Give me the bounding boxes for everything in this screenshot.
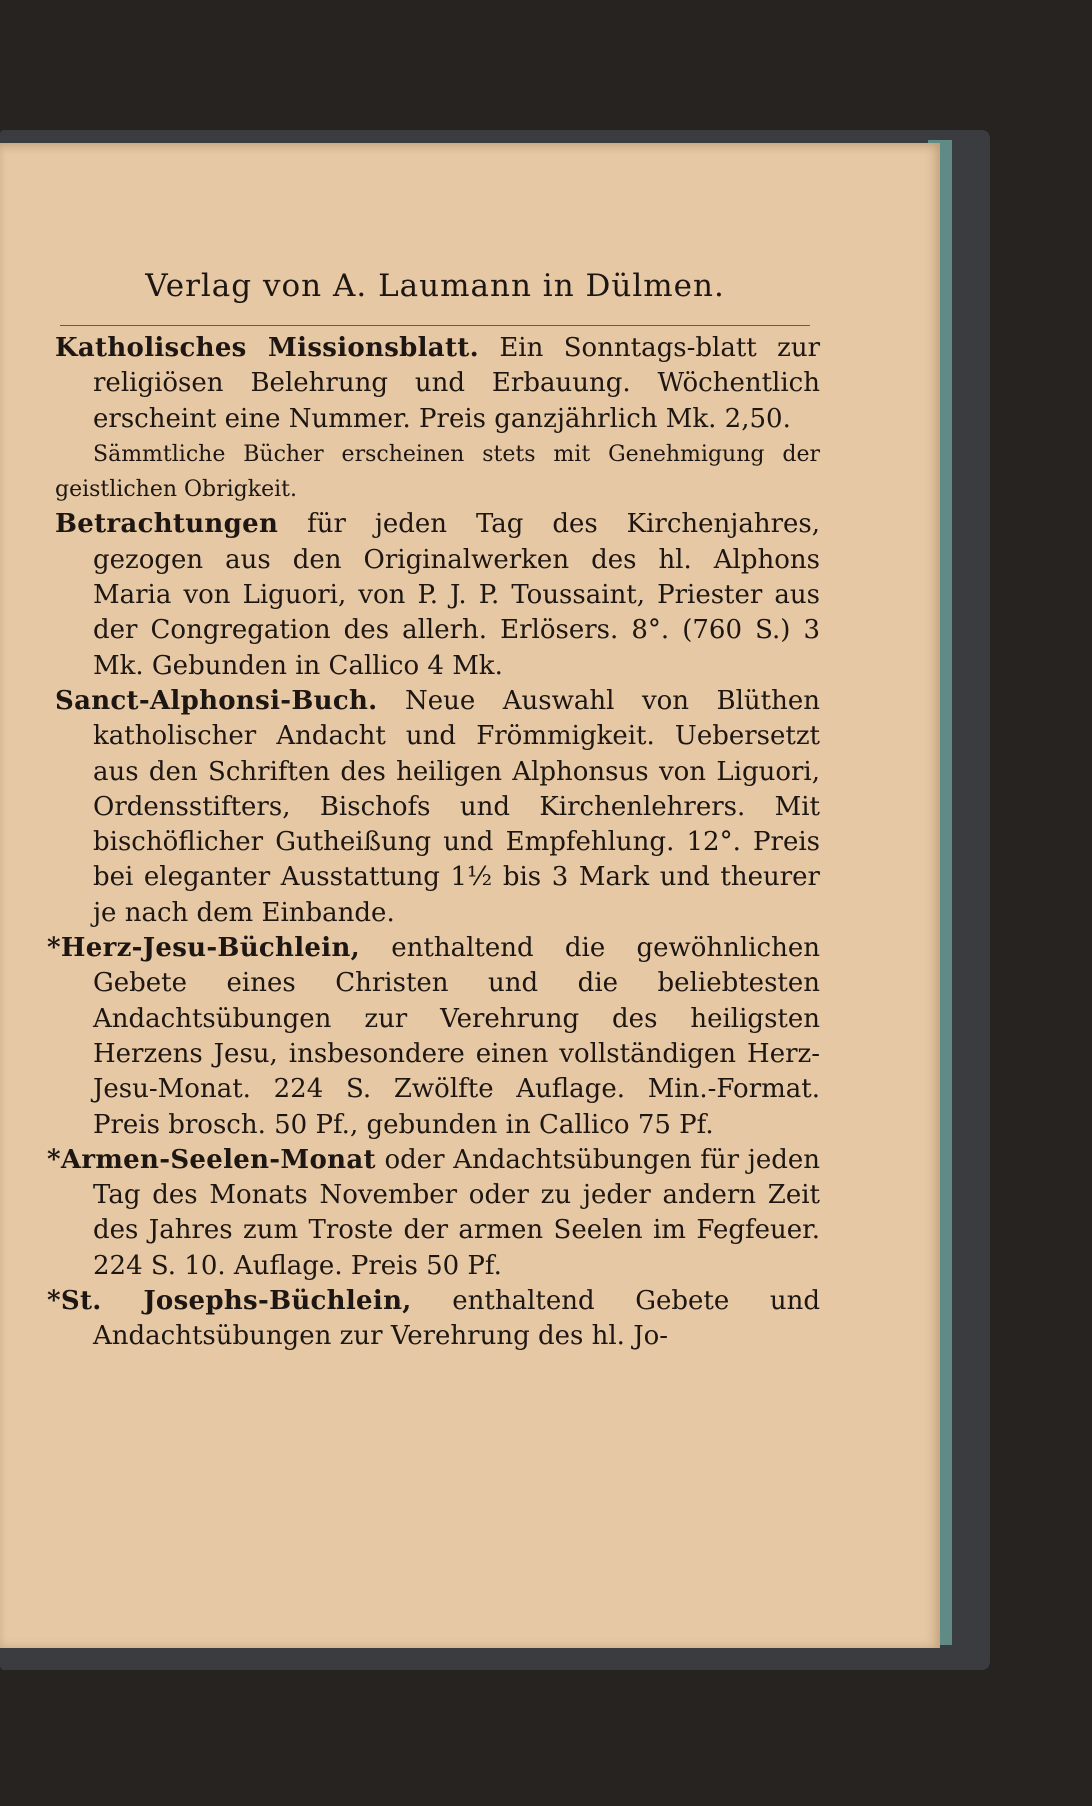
entry-title: Sanct-Alphonsi-Buch. bbox=[55, 685, 378, 716]
entry-title: *Armen-Seelen-Monat bbox=[47, 1144, 376, 1175]
approval-note: Sämmtliche Bücher erscheinen stets mit Genehmigung der geistlichen Obrigkeit. bbox=[55, 441, 820, 503]
entry-missionsblatt bbox=[55, 331, 820, 437]
entry-josephs-buechlein bbox=[47, 1284, 820, 1355]
entry-text: enthaltend Gebete und Andachtsübungen zur Verehrung des hl. Jo- bbox=[93, 1286, 820, 1352]
entry-text: Ein Sonntags-blatt zur religiösen Belehrung und Erbauung. Wöchentlich erscheint eine Nummer. Preis ganzjährlich Mk. 2,50. bbox=[93, 333, 820, 434]
header-rule bbox=[60, 325, 810, 326]
page-body bbox=[47, 331, 821, 1355]
entry-title: Betrachtungen bbox=[55, 509, 279, 540]
entry-sanct-alphonsi-buch bbox=[55, 684, 820, 931]
entry-armen-seelen-monat bbox=[47, 1143, 820, 1284]
entry-title: *St. Josephs-Büchlein, bbox=[47, 1286, 412, 1317]
page-header: Verlag von A. Laumann in Dülmen. bbox=[145, 268, 725, 304]
entry-title: Katholisches Missionsblatt. bbox=[55, 333, 479, 363]
entry-herz-jesu-buechlein bbox=[47, 931, 820, 1143]
entry-text: Neue Auswahl von Blüthen katholischer Andacht und Frömmigkeit. Uebersetzt aus den Schriften des heiligen Alphonsus von Liguori, Ordensstifters, Bischofs und Kirchenlehrers. Mit bischöflicher Gutheißung und Empfehlung. 12°. Preis bei eleganter Ausstattung 1½ bis 3 Mark und theurer je nach dem Einbande. bbox=[93, 685, 821, 928]
entry-title: *Herz-Jesu-Büchlein, bbox=[47, 933, 360, 964]
entry-betrachtungen bbox=[55, 507, 820, 683]
book-page bbox=[0, 143, 940, 1648]
entry-text: für jeden Tag des Kirchenjahres, gezogen aus den Originalwerken des hl. Alphons Maria von Liguori, von P. J. P. Toussaint, Priester aus der Congregation des allerh. Erlösers. 8°. (760 S.) 3 Mk. Gebunden in Callico 4 Mk. bbox=[93, 509, 821, 681]
entry-text: enthaltend die gewöhnlichen Gebete eines Christen und die beliebtesten Andachtsübungen zur Verehrung des heiligsten Herzens Jesu, insbesondere einen vollständigen Herz-Jesu-Monat. 224 S. Zwölfte Auflage. Min.-Format. Preis brosch. 50 Pf., gebunden in Callico 75 Pf. bbox=[93, 933, 820, 1140]
entry-text: oder Andachtsübungen für jeden Tag des Monats November oder zu jeder andern Zeit des Jahres zum Troste der armen Seelen im Fegfeuer. 224 S. 10. Auflage. Preis 50 Pf. bbox=[93, 1144, 820, 1281]
